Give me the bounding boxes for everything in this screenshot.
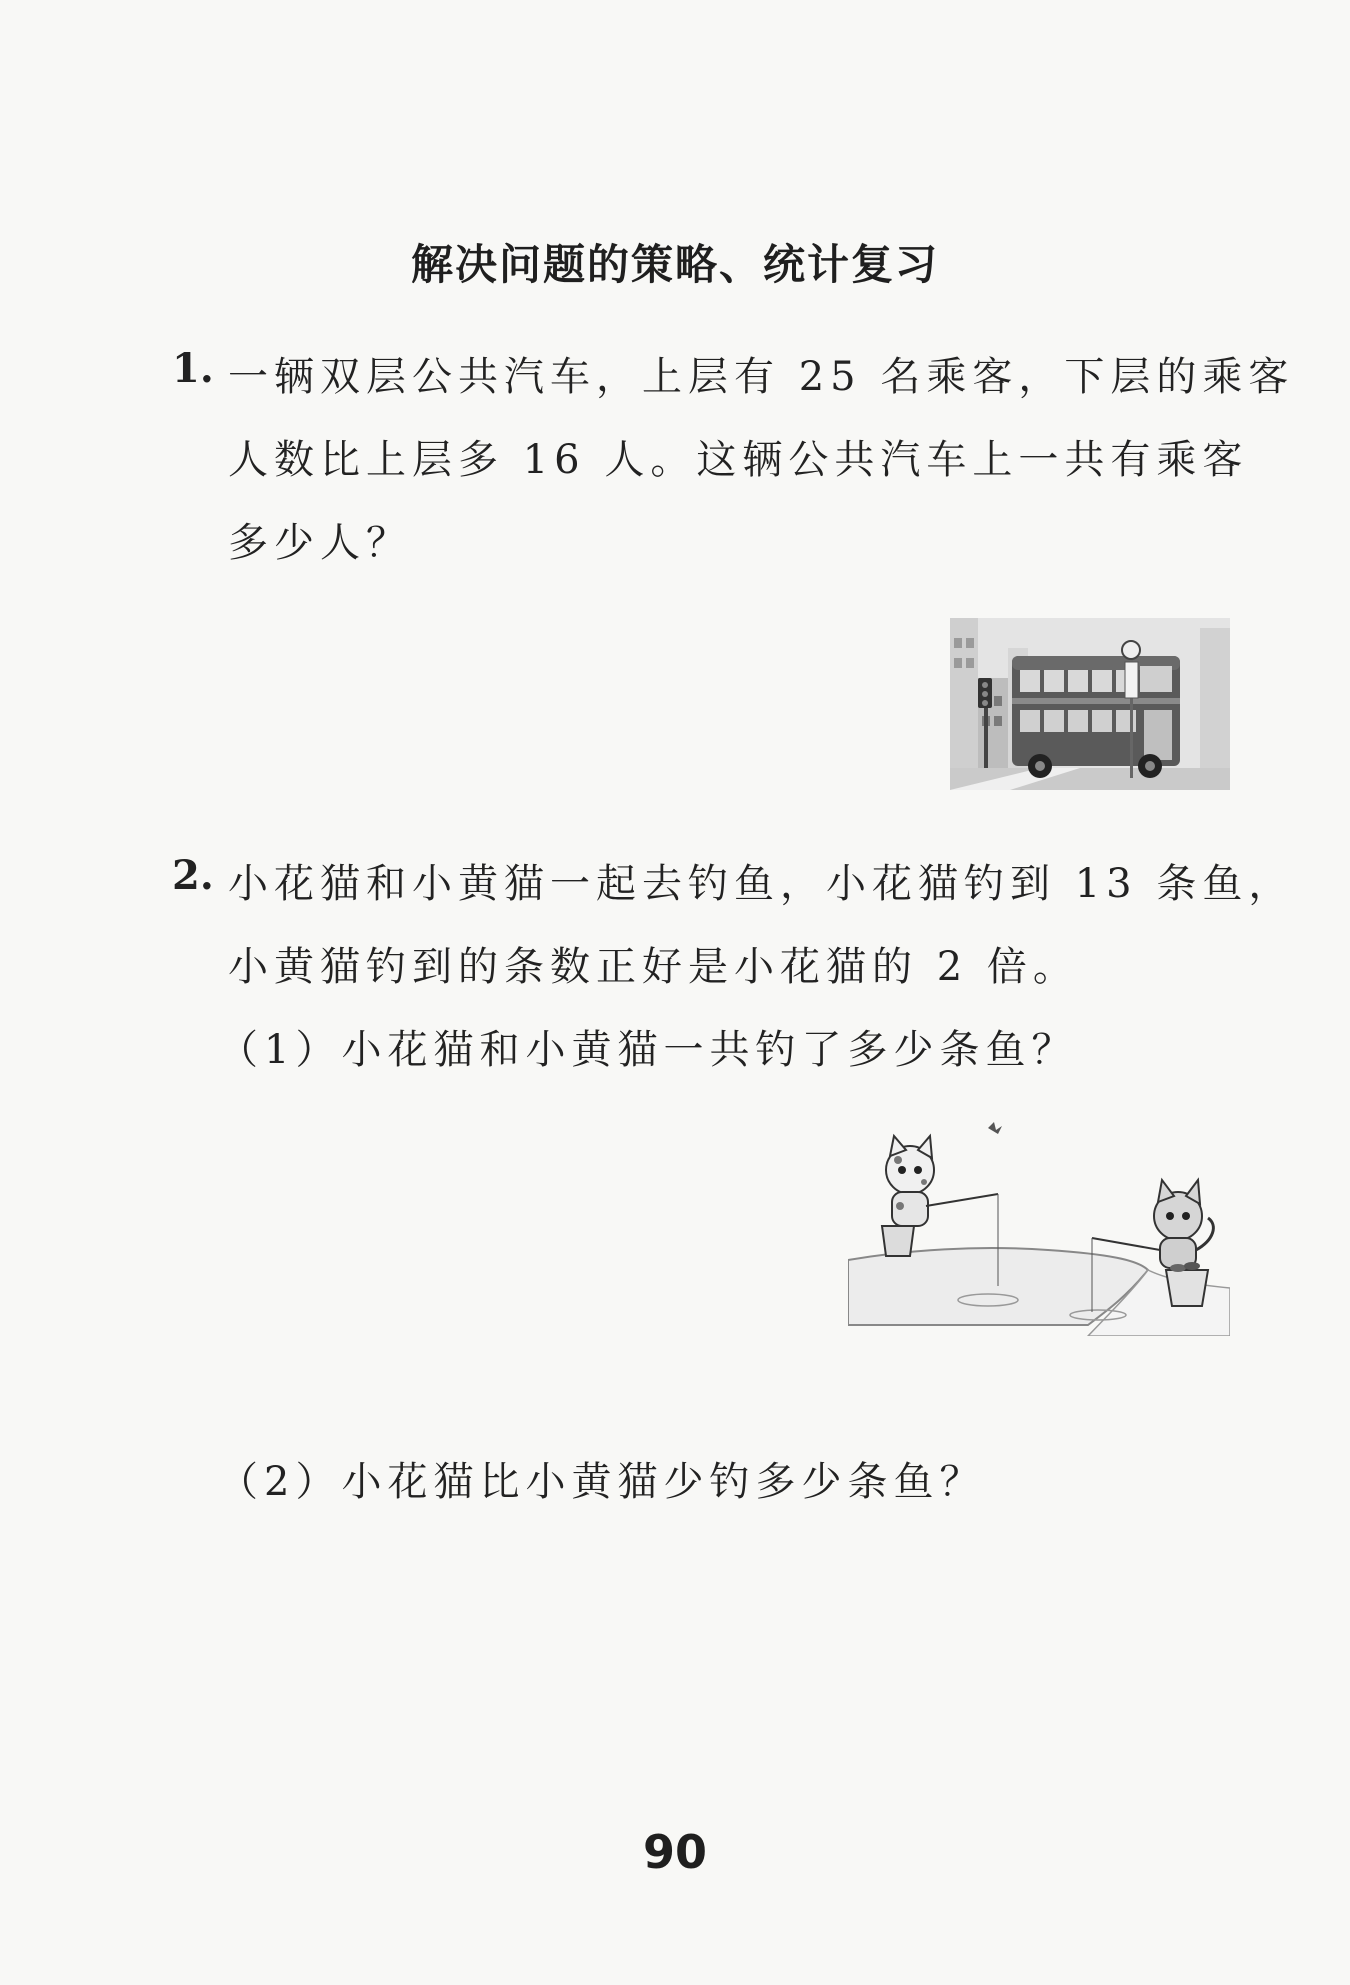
question-2-line-1: 小花猫和小黄猫一起去钓鱼，小花猫钓到 13 条鱼， — [228, 861, 1295, 907]
double-decker-bus-icon — [950, 618, 1230, 790]
page-title: 解决问题的策略、统计复习 — [410, 240, 939, 289]
cats-fishing-icon — [848, 1110, 1230, 1336]
question-2-subquestion-2: （2）小花猫比小黄猫少钓多少条鱼？ — [218, 1459, 986, 1505]
question-1-number: 1. — [172, 345, 214, 392]
question-1-line-1: 一辆双层公共汽车，上层有 25 名乘客，下层的乘客 — [228, 354, 1295, 400]
question-1-line-2: 人数比上层多 16 人。这辆公共汽车上一共有乘客 — [228, 437, 1249, 483]
page-number: 90 — [642, 1825, 707, 1879]
question-2-line-2: 小黄猫钓到的条数正好是小花猫的 2 倍。 — [228, 944, 1079, 990]
question-2-subquestion-1: （1）小花猫和小黄猫一共钓了多少条鱼？ — [218, 1027, 1078, 1073]
question-1-line-3: 多少人？ — [228, 520, 412, 566]
question-2-number: 2. — [172, 852, 214, 899]
